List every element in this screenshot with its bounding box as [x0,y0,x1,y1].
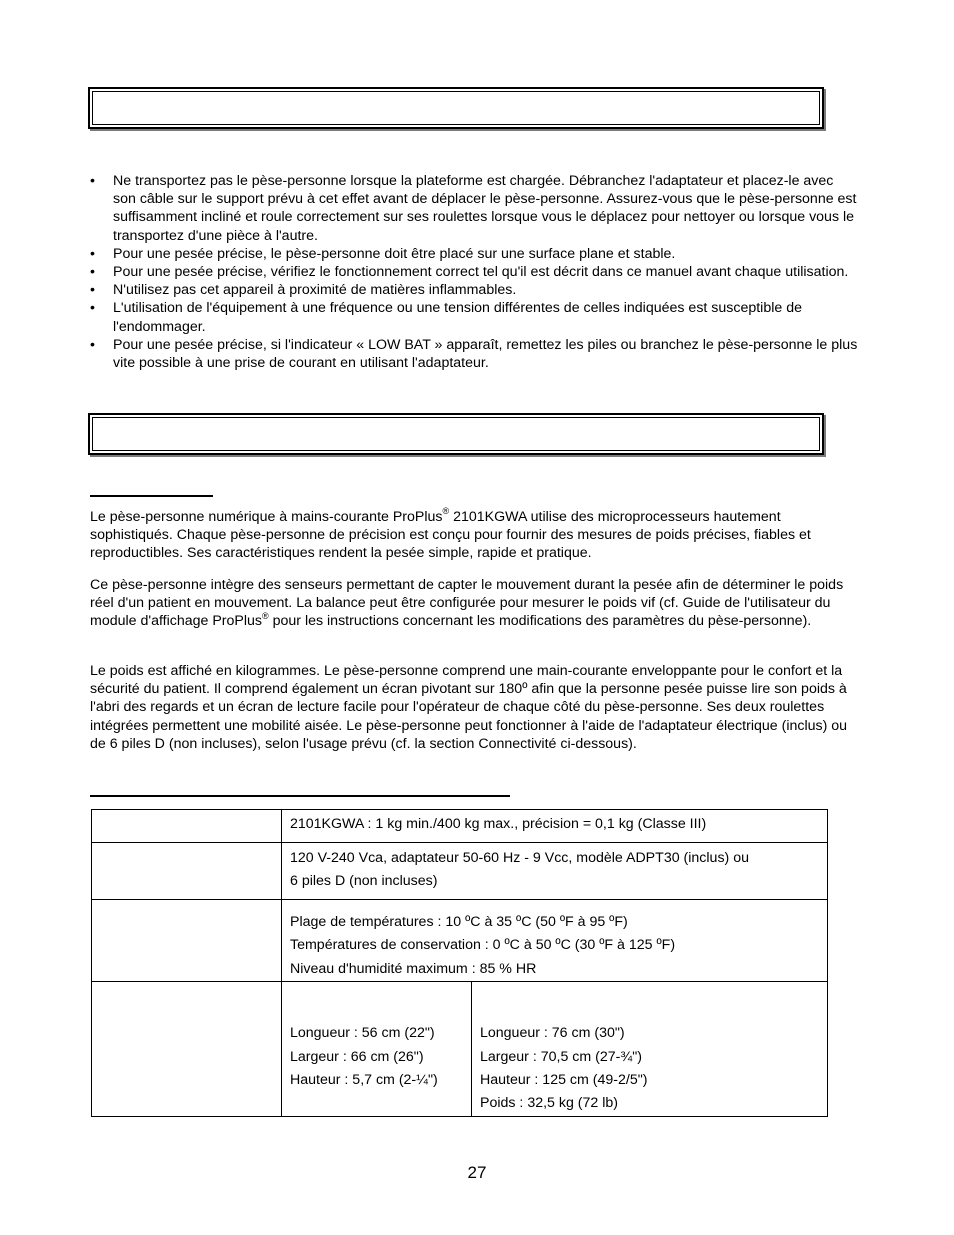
spec-environment-line: Températures de conservation : 0 ºC à 50 ºC (30 ºF à 125 ºF) [290,937,676,954]
precautions-list [90,172,860,372]
table-cell [282,900,828,982]
table-cell [282,843,828,900]
table-row [92,900,828,982]
description-paragraph: Le pèse-personne numérique à mains-courante ProPlus® 2101KGWA utilise des microprocesseurs hautement sophistiqués. Chaque pèse-personne de précision est conçu pour fournir des mesures de poids précises, fiables et reproductibles. Ses caractéristiques rendent la pesée simple, rapide et pratique. [90,506,811,562]
spec-power-line: 120 V-240 Vca, adaptateur 50-60 Hz - 9 Vcc, modèle ADPT30 (inclus) ou [290,850,749,866]
spec-platform-height: Hauteur : 5,7 cm (2-¼") [290,1072,438,1089]
spec-platform-width: Largeur : 66 cm (26") [290,1048,424,1065]
table-cell-platform [282,982,472,1117]
list-item: • N'utilisez pas cet appareil à proximité de matières inflammables. [90,281,860,299]
spec-overall-height: Hauteur : 125 cm (49-2/5") [480,1072,648,1089]
list-item: • Ne transportez pas le pèse-personne lorsque la plateforme est chargée. Débranchez l'adaptateur et placez-le avec son câble sur le support prévu à cet effet avant de déplacer le pèse-personne. Assurez-vous que le pèse-personne est suffisamment incliné et roule correctement sur ses roulettes lorsque vous le déplacez pour nettoyer ou lorsque vous le transportez d'une pièce à l'autre. [90,172,860,245]
specifications-table [91,809,828,1117]
spec-overall-weight: Poids : 32,5 kg (72 lb) [480,1095,619,1112]
section-header-box [88,413,824,455]
table-cell [282,810,828,843]
subheading-rule [90,495,213,497]
table-label-cell [92,843,282,900]
spec-overall-width: Largeur : 70,5 cm (27-¾") [480,1048,642,1065]
spec-capacity: 2101KGWA : 1 kg min./400 kg max., précision = 0,1 kg (Classe III) [290,816,707,832]
table-row [92,810,828,843]
table-row [92,982,828,1117]
subheading-rule [90,795,510,797]
spec-overall-length: Longueur : 76 cm (30") [480,1025,625,1042]
list-item: • Pour une pesée précise, vérifiez le fonctionnement correct tel qu'il est décrit dans ce manuel avant chaque utilisation. [90,263,860,281]
section-header-box [88,87,824,129]
spec-environment-line: Niveau d'humidité maximum : 85 % HR [290,960,537,977]
table-label-cell [92,900,282,982]
list-item: • Pour une pesée précise, si l'indicateur « LOW BAT » apparaît, remettez les piles ou branchez le pèse-personne le plus vite possible à une prise de courant en utilisant l'adaptateur. [90,336,860,372]
table-cell-overall [472,982,828,1117]
table-label-cell [92,810,282,843]
list-item: • Pour une pesée précise, le pèse-personne doit être placé sur une surface plane et stable. [90,245,860,263]
spec-environment-line: Plage de températures : 10 ºC à 35 ºC (50 ºF à 95 ºF) [290,914,628,930]
description-paragraph: Ce pèse-personne intègre des senseurs permettant de capter le mouvement durant la pesée afin de déterminer le poids réel d'un patient en mouvement. La balance peut être configurée pour mesurer le poids vif (cf. Guide de l'utilisateur du module d'affichage ProPlus® pour les instructions concernant les modifications des paramètres du pèse-personne). [90,577,844,630]
list-item: • L'utilisation de l'équipement à une fréquence ou une tension différentes de celles indiquées est susceptible de l'endommager. [90,299,860,335]
page-number: 27 [467,1163,487,1182]
description-paragraph: Le poids est affiché en kilogrammes. Le pèse-personne comprend une main-courante enveloppante pour le confort et la sécurité du patient. Il comprend également un écran pivotant sur 180º afin que la personne pesée puisse lire son poids à l'abri des regards et un écran de lecture facile pour l'opérateur de chaque côté du pèse-personne. Ses deux roulettes intégrées permettent une mobilité aisée. Le pèse-personne peut fonctionner à l'aide de l'adaptateur électrique (inclus) ou de 6 piles D (non incluses), selon l'usage prévu (cf. la section Connectivité ci-dessous). [90,663,848,752]
table-label-cell [92,982,282,1117]
spec-platform-length: Longueur : 56 cm (22") [290,1025,435,1042]
table-row [92,843,828,900]
spec-power-line: 6 piles D (non incluses) [290,873,438,890]
